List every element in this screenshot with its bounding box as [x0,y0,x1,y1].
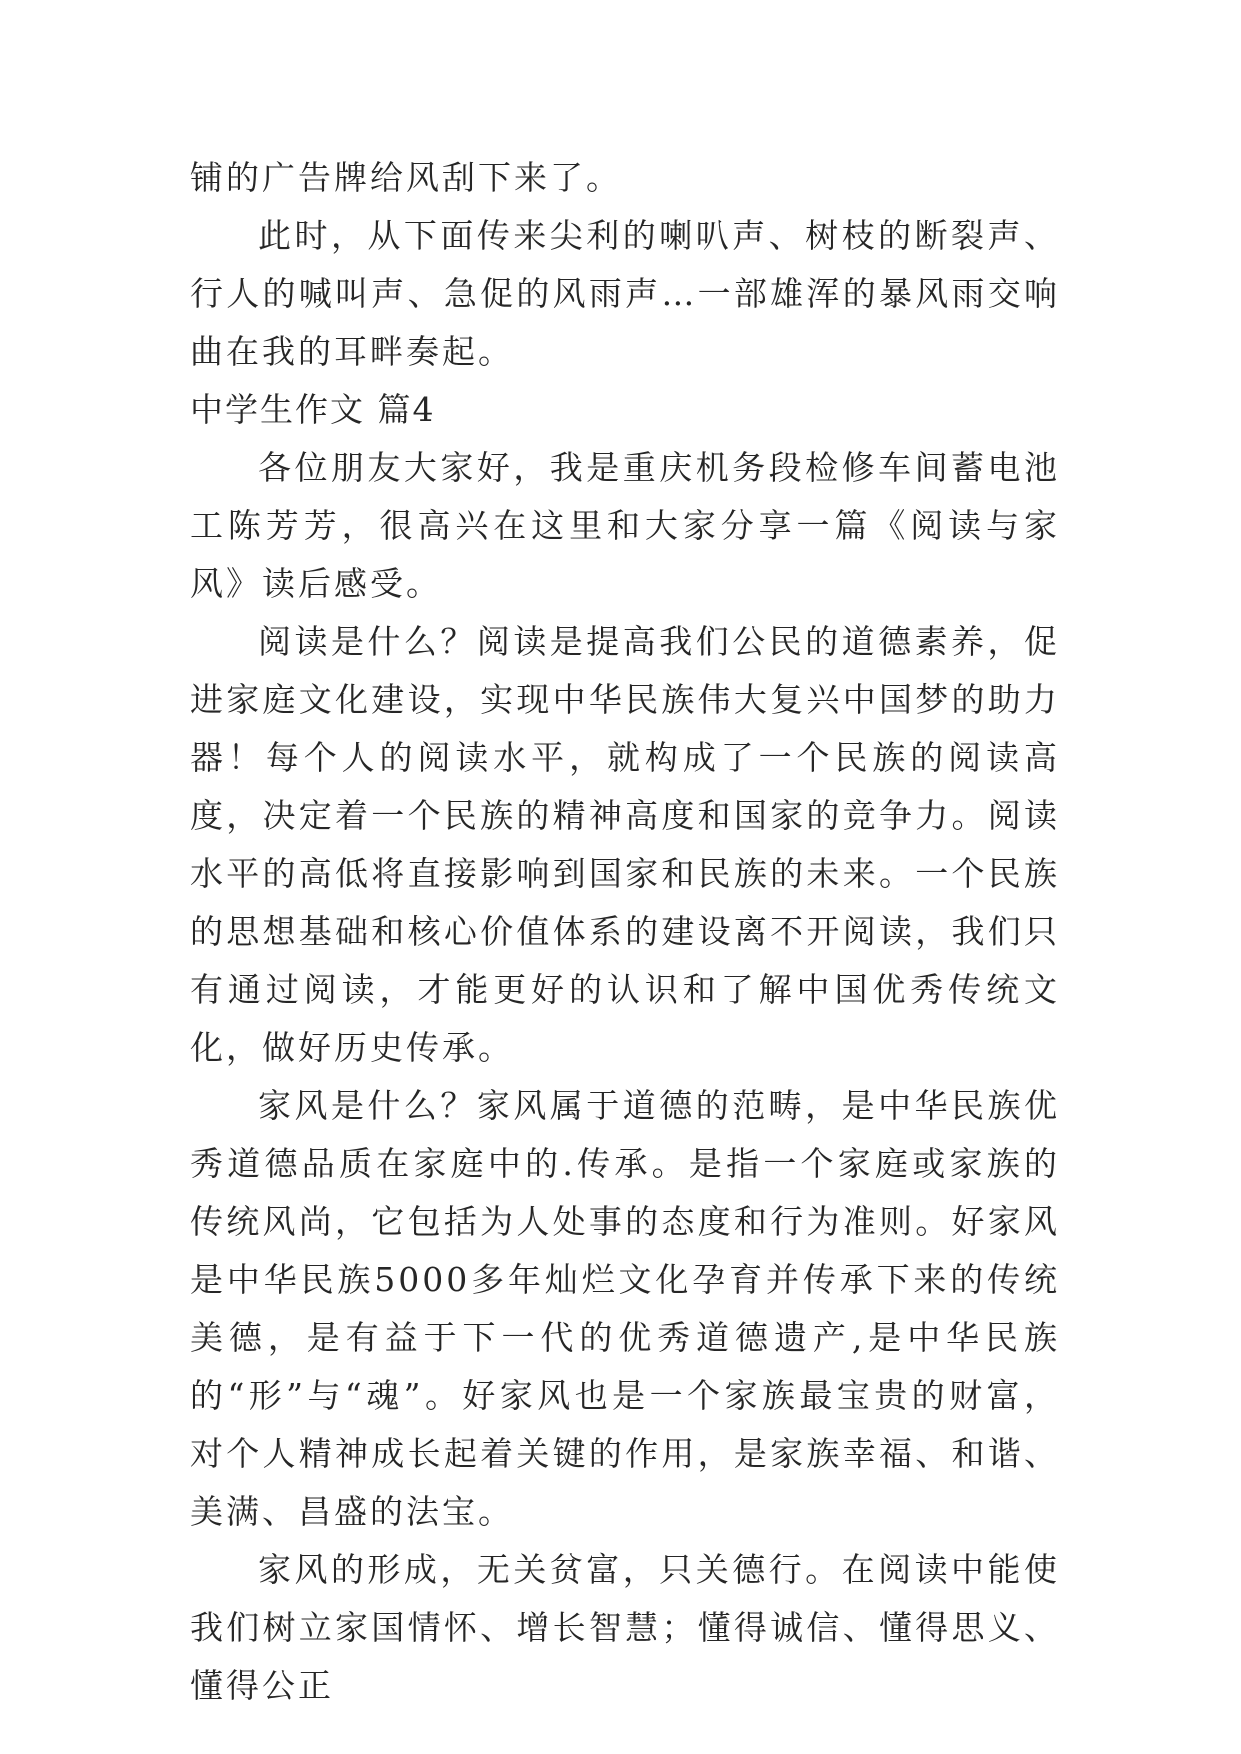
paragraph-storm: 此时，从下面传来尖利的喇叭声、树枝的断裂声、行人的喊叫声、急促的风雨声…一部雄浑的暴风雨交响曲在我的耳畔奏起。 [190,216,1060,371]
paragraph-reading: 阅读是什么？阅读是提高我们公民的道德素养，促进家庭文化建设，实现中华民族伟大复兴中国梦的助力器！每个人的阅读水平，就构成了一个民族的阅读高度，决定着一个民族的精神高度和国家的竞争力。阅读水平的高低将直接影响到国家和民族的未来。一个民族的思想基础和核心价值体系的建设离不开阅读，我们只有通过阅读，才能更好的认识和了解中国优秀传统文化，做好历史传承。 [190,622,1060,1067]
paragraph-intro: 各位朋友大家好，我是重庆机务段检修车间蓄电池工陈芳芳，很高兴在这里和大家分享一篇《阅读与家风》读后感受。 [190,448,1060,603]
section-heading: 中学生作文 篇4 [190,390,436,429]
paragraph-continuation: 铺的广告牌给风刮下来了。 [190,158,622,197]
document-body [190,149,1060,1715]
paragraph-family-style: 家风是什么？家风属于道德的范畴，是中华民族优秀道德品质在家庭中的.传承。是指一个家庭或家族的传统风尚，它包括为人处事的态度和行为准则。好家风是中华民族5000多年灿烂文化孕育并传承下来的传统美德，是有益于下一代的优秀道德遗产,是中华民族的“形”与“魂”。好家风也是一个家族最宝贵的财富，对个人精神成长起着关键的作用，是家族幸福、和谐、美满、昌盛的法宝。 [190,1086,1060,1531]
paragraph-formation: 家风的形成，无关贫富，只关德行。在阅读中能使我们树立家国情怀、增长智慧；懂得诚信、懂得思义、懂得公正 [190,1550,1060,1705]
